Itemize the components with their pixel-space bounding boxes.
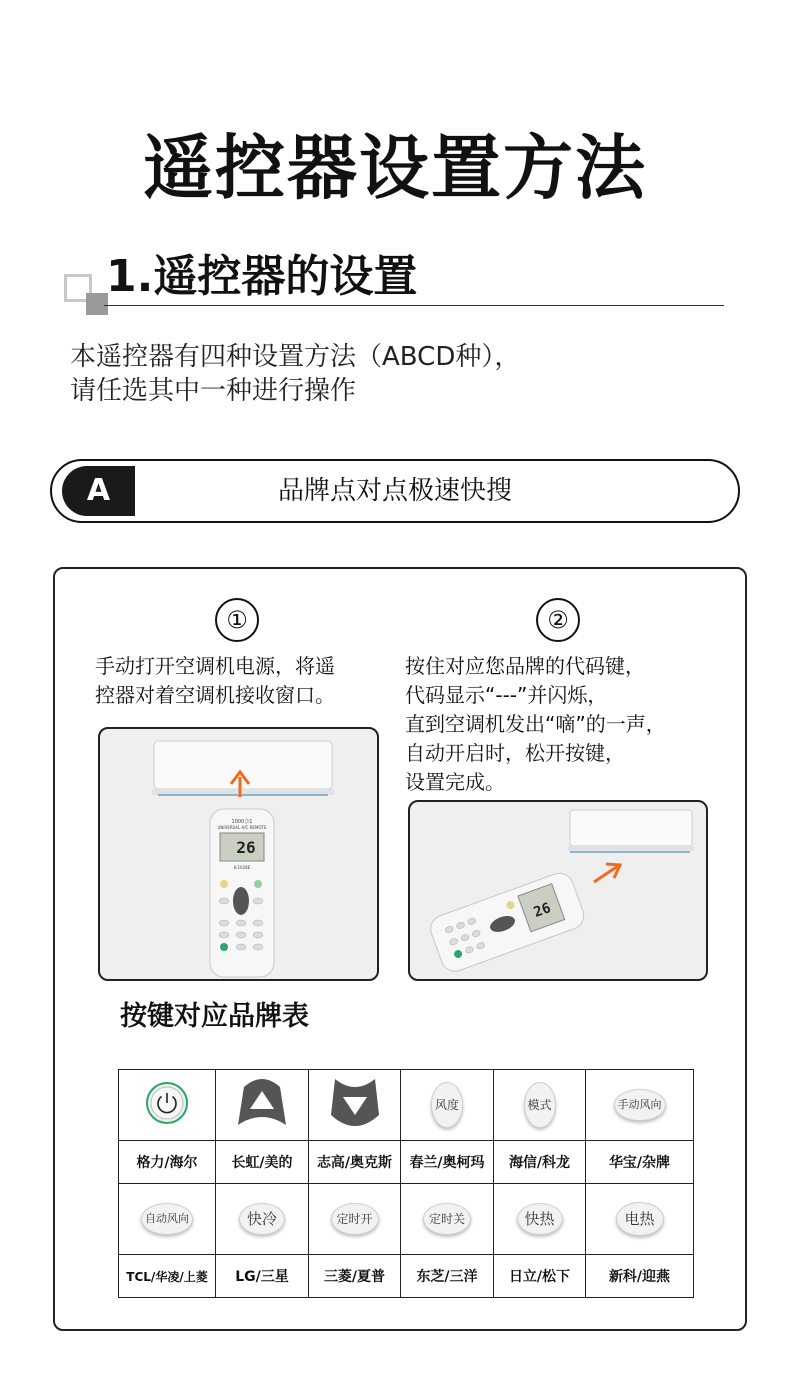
key-label: 快冷 — [239, 1203, 285, 1235]
key-cell — [586, 1184, 694, 1255]
brand-label: LG/三星 — [216, 1255, 309, 1298]
key-label: 定时开 — [331, 1203, 379, 1235]
remote-display: 26 — [236, 838, 256, 857]
key-cell — [309, 1184, 401, 1255]
intro-line-2: 请任选其中一种进行操作 — [70, 376, 357, 406]
step-2-number: ② — [536, 598, 580, 642]
section-marker-fill — [86, 293, 108, 315]
brand-label: TCL/华凌/上菱 — [119, 1255, 216, 1298]
key-cell — [401, 1184, 494, 1255]
step-2-text — [405, 652, 666, 797]
step-2-line: 代码显示“---”并闪烁， — [405, 683, 608, 707]
key-cell — [216, 1070, 309, 1141]
brand-label: 海信/科龙 — [494, 1141, 586, 1184]
remote-model: K-1028E — [233, 865, 251, 870]
brand-code-table — [118, 1069, 694, 1298]
key-cell — [309, 1070, 401, 1141]
section-title: 1.遥控器的设置 — [106, 251, 418, 302]
step-1-photo — [98, 727, 379, 981]
brand-label: 格力/海尔 — [119, 1141, 216, 1184]
step-1-text — [95, 652, 335, 710]
step-2-line: 设置完成。 — [405, 770, 505, 794]
page-title: 遥控器设置方法 — [143, 127, 647, 209]
method-badge: A — [62, 466, 135, 516]
remote-brand-line2: UNIVERSAL A/C REMOTE — [217, 825, 267, 830]
step-2-line: 自动开启时，松开按键， — [405, 741, 625, 765]
key-cell — [119, 1184, 216, 1255]
key-label: 自动风向 — [141, 1203, 193, 1235]
key-label: 电热 — [616, 1202, 664, 1236]
key-cell — [119, 1070, 216, 1141]
key-cell — [494, 1184, 586, 1255]
step-2-line: 按住对应您品牌的代码键， — [405, 654, 645, 678]
up-arrow-icon — [232, 1075, 292, 1131]
method-name: 品牌点对点极速快搜 — [277, 476, 512, 506]
section-divider — [104, 305, 724, 306]
remote-display: 26 — [531, 900, 553, 921]
key-cell — [401, 1070, 494, 1141]
brand-label: 新科/迎燕 — [586, 1255, 694, 1298]
key-label: 快热 — [517, 1203, 563, 1235]
ac-remote-illustration — [100, 729, 377, 979]
step-1-number: ① — [215, 598, 259, 642]
brand-label: 华宝/杂牌 — [586, 1141, 694, 1184]
down-arrow-icon — [325, 1075, 385, 1131]
brand-label: 春兰/奥柯玛 — [401, 1141, 494, 1184]
key-label: 模式 — [524, 1082, 556, 1128]
key-label: 手动风向 — [614, 1089, 666, 1121]
power-icon — [145, 1081, 189, 1125]
step-2-photo — [408, 800, 708, 981]
brand-table-title: 按键对应品牌表 — [120, 1001, 309, 1032]
step-1-line: 手动打开空调机电源，将遥 — [95, 654, 335, 678]
key-cell — [494, 1070, 586, 1141]
key-cell — [586, 1070, 694, 1141]
key-cell — [216, 1184, 309, 1255]
brand-label: 日立/松下 — [494, 1255, 586, 1298]
step-2-line: 直到空调机发出“嘀”的一声， — [405, 712, 666, 736]
brand-label: 志高/奥克斯 — [309, 1141, 401, 1184]
intro-line-1: 本遥控器有四种设置方法（ABCD种）， — [70, 342, 521, 372]
brand-label: 三菱/夏普 — [309, 1255, 401, 1298]
brand-label: 长虹/美的 — [216, 1141, 309, 1184]
step-1-line: 控器对着空调机接收窗口。 — [95, 683, 335, 707]
key-label: 风度 — [431, 1082, 463, 1128]
remote-brand-line1: 1000合1 — [231, 819, 253, 825]
ac-remote-illustration — [410, 802, 706, 979]
brand-label: 东芝/三洋 — [401, 1255, 494, 1298]
key-label: 定时关 — [423, 1203, 471, 1235]
